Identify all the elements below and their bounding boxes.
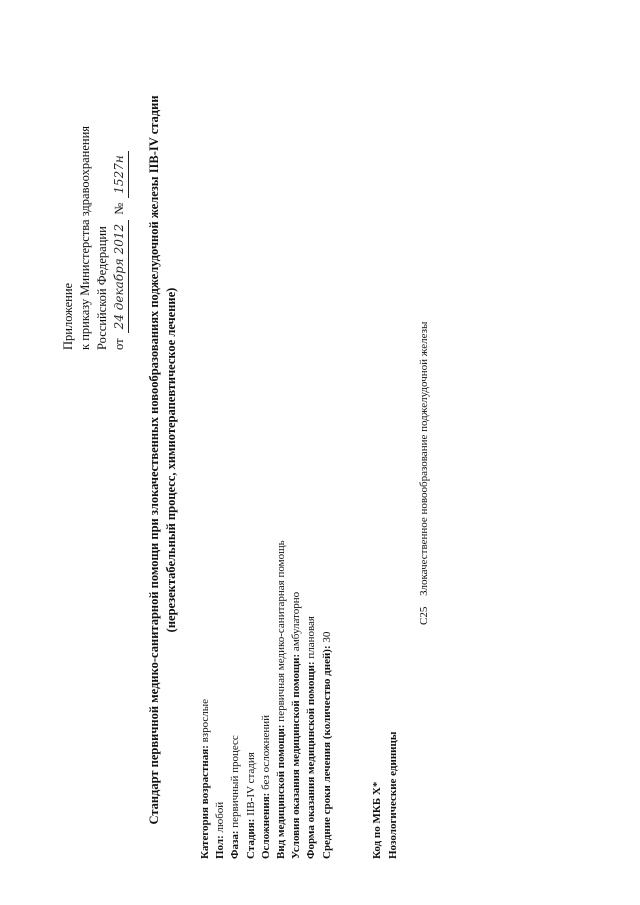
- standard-parameters: [198, 540, 335, 859]
- param-complications: Осложнения: без осложнений: [259, 714, 272, 859]
- approval-appendix: Приложение: [61, 282, 75, 350]
- approval-date-line: [111, 126, 129, 350]
- param-phase: Фаза: первичный процесс: [229, 735, 242, 859]
- approval-federation: Российской Федерации: [95, 226, 109, 350]
- icd-code-label: Код по МКБ X*: [371, 781, 383, 859]
- document-title: [146, 95, 180, 825]
- param-care-type: Вид медицинской помощи: первичная медико-санитарная помощь: [275, 540, 288, 859]
- param-stage: Стадия: IIB-IV стадия: [244, 752, 257, 859]
- approval-date-prefix: от: [112, 338, 126, 350]
- param-treatment-duration: Средние сроки лечения (количество дней): 30: [320, 631, 333, 859]
- param-age-category: Категория возрастная: взрослые: [199, 698, 211, 859]
- icd-name: Злокачественное новообразование поджелудочной железы: [418, 321, 430, 596]
- param-care-form: Форма оказания медицинской помощи: плановая: [305, 616, 318, 859]
- approval-number-label: №: [112, 202, 126, 215]
- icd-code: C25: [418, 606, 430, 625]
- approval-block: [60, 126, 129, 350]
- icd-entry: [418, 322, 430, 625]
- nosology-label: Нозологические единицы: [386, 731, 399, 859]
- icd-labels: [370, 732, 401, 859]
- title-text: Стандарт первичной медико-санитарной помощи при злокачественных новообразованиях поджелудочной железы IIB-IV стадии (нерезектабельный процесс, химиотерапевтическое лечение): [147, 95, 178, 825]
- param-care-conditions: Условия оказания медицинской помощи: амбулаторно: [290, 591, 303, 859]
- handwritten-number: 1527н: [111, 151, 129, 197]
- handwritten-date: 24 декабря 2012: [111, 220, 129, 333]
- approval-order: к приказу Министерства здравоохранения: [78, 125, 92, 350]
- param-sex: Пол: любой: [214, 801, 227, 859]
